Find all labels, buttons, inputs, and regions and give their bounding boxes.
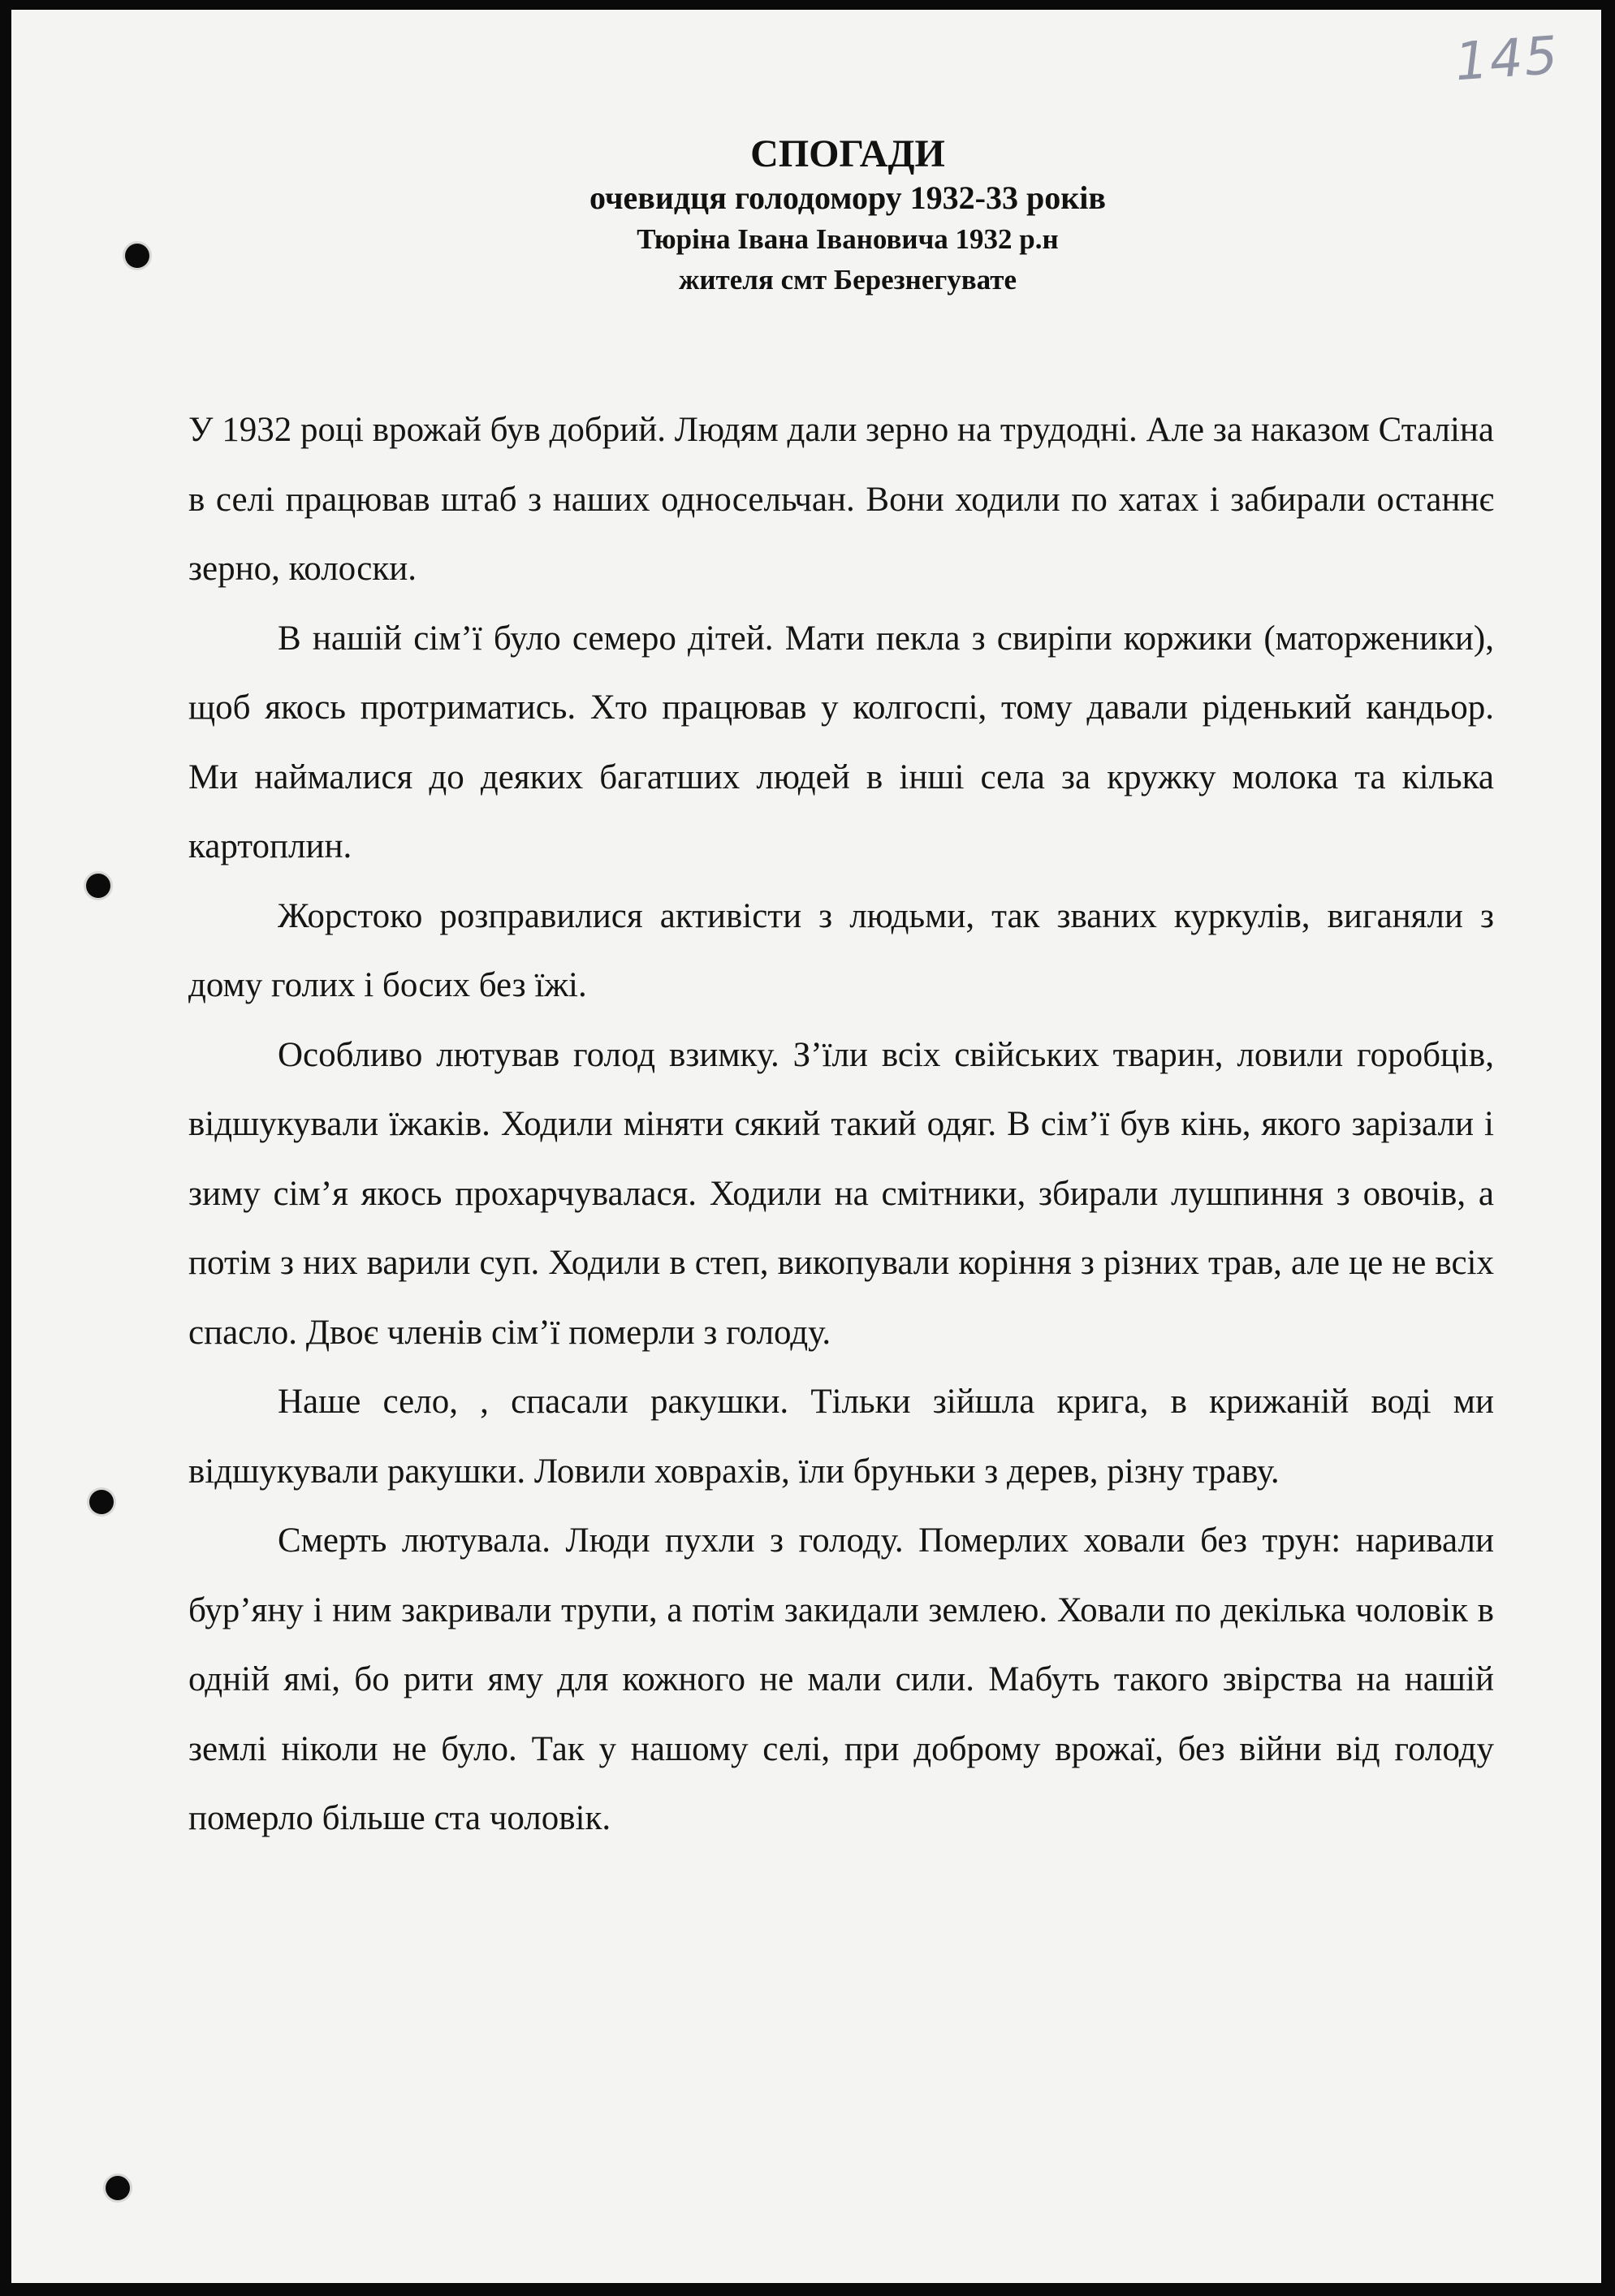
document-page xyxy=(11,10,1601,2283)
witness-name: Тюріна Івана Івановича 1932 р.н xyxy=(637,223,1059,255)
document-title: СПОГАДИ xyxy=(750,132,945,175)
punch-hole xyxy=(86,874,110,898)
punch-hole xyxy=(89,1490,114,1514)
paragraph: В нашій сім’ї було семеро дітей. Мати пекла з свиріпи коржики (маторженики), щоб якось протриматись. Хто працював у колгоспі, тому давали ріденький кандьор. Ми наймалися до деяких багатших людей в інші села за кружку молока та кілька картоплин. xyxy=(188,619,1494,865)
paragraph: Смерть лютувала. Люди пухли з голоду. Померлих ховали без трун: наривали бур’яну і ним закривали трупи, а потім закидали землею. Ховали по декілька чоловік в одній ямі, бо рити яму для кожного не мали сили. Мабуть такого звірства на нашій землі ніколи не було. Так у нашому селі, при доброму врожаї, без війни від голоду померло більше ста чоловік. xyxy=(188,1521,1494,1837)
punch-hole xyxy=(106,2176,130,2200)
paragraph: Наше село, , спасали ракушки. Тільки зійшла крига, в крижаній воді ми відшукували ракушки. Ловили ховрахів, їли бруньки з дерев, різну траву. xyxy=(188,1383,1494,1491)
paragraph: Жорстоко розправилися активісти з людьми, так званих куркулів, виганяли з дому голих і босих без їжі. xyxy=(188,896,1494,1004)
document-body xyxy=(188,395,1494,1854)
paragraph: У 1932 році врожай був добрий. Людям дали зерно на трудодні. Але за наказом Сталіна в селі працював штаб з наших односельчан. Вони ходили по хатах і забирали останнє зерно, колоски. xyxy=(188,411,1494,588)
handwritten-page-number: 145 xyxy=(1453,25,1561,93)
document-header xyxy=(11,132,1601,300)
paragraph: Особливо лютував голод взимку. З’їли всіх свійських тварин, ловили горобців, відшукували їжаків. Ходили міняти сякий такий одяг. В сім’ї був кінь, якого зарізали і зиму сім’я якось прохарчувалася. Ходили на смітники, збирали лушпиння з овочів, а потім з них варили суп. Ходили в степ, викопували коріння з різних трав, але це не всіх спасло. Двоє членів сім’ї померли з голоду. xyxy=(188,1035,1494,1352)
document-subtitle: очевидця голодомору 1932-33 років xyxy=(589,179,1106,216)
witness-residence: жителя смт Березнегувате xyxy=(679,264,1017,296)
